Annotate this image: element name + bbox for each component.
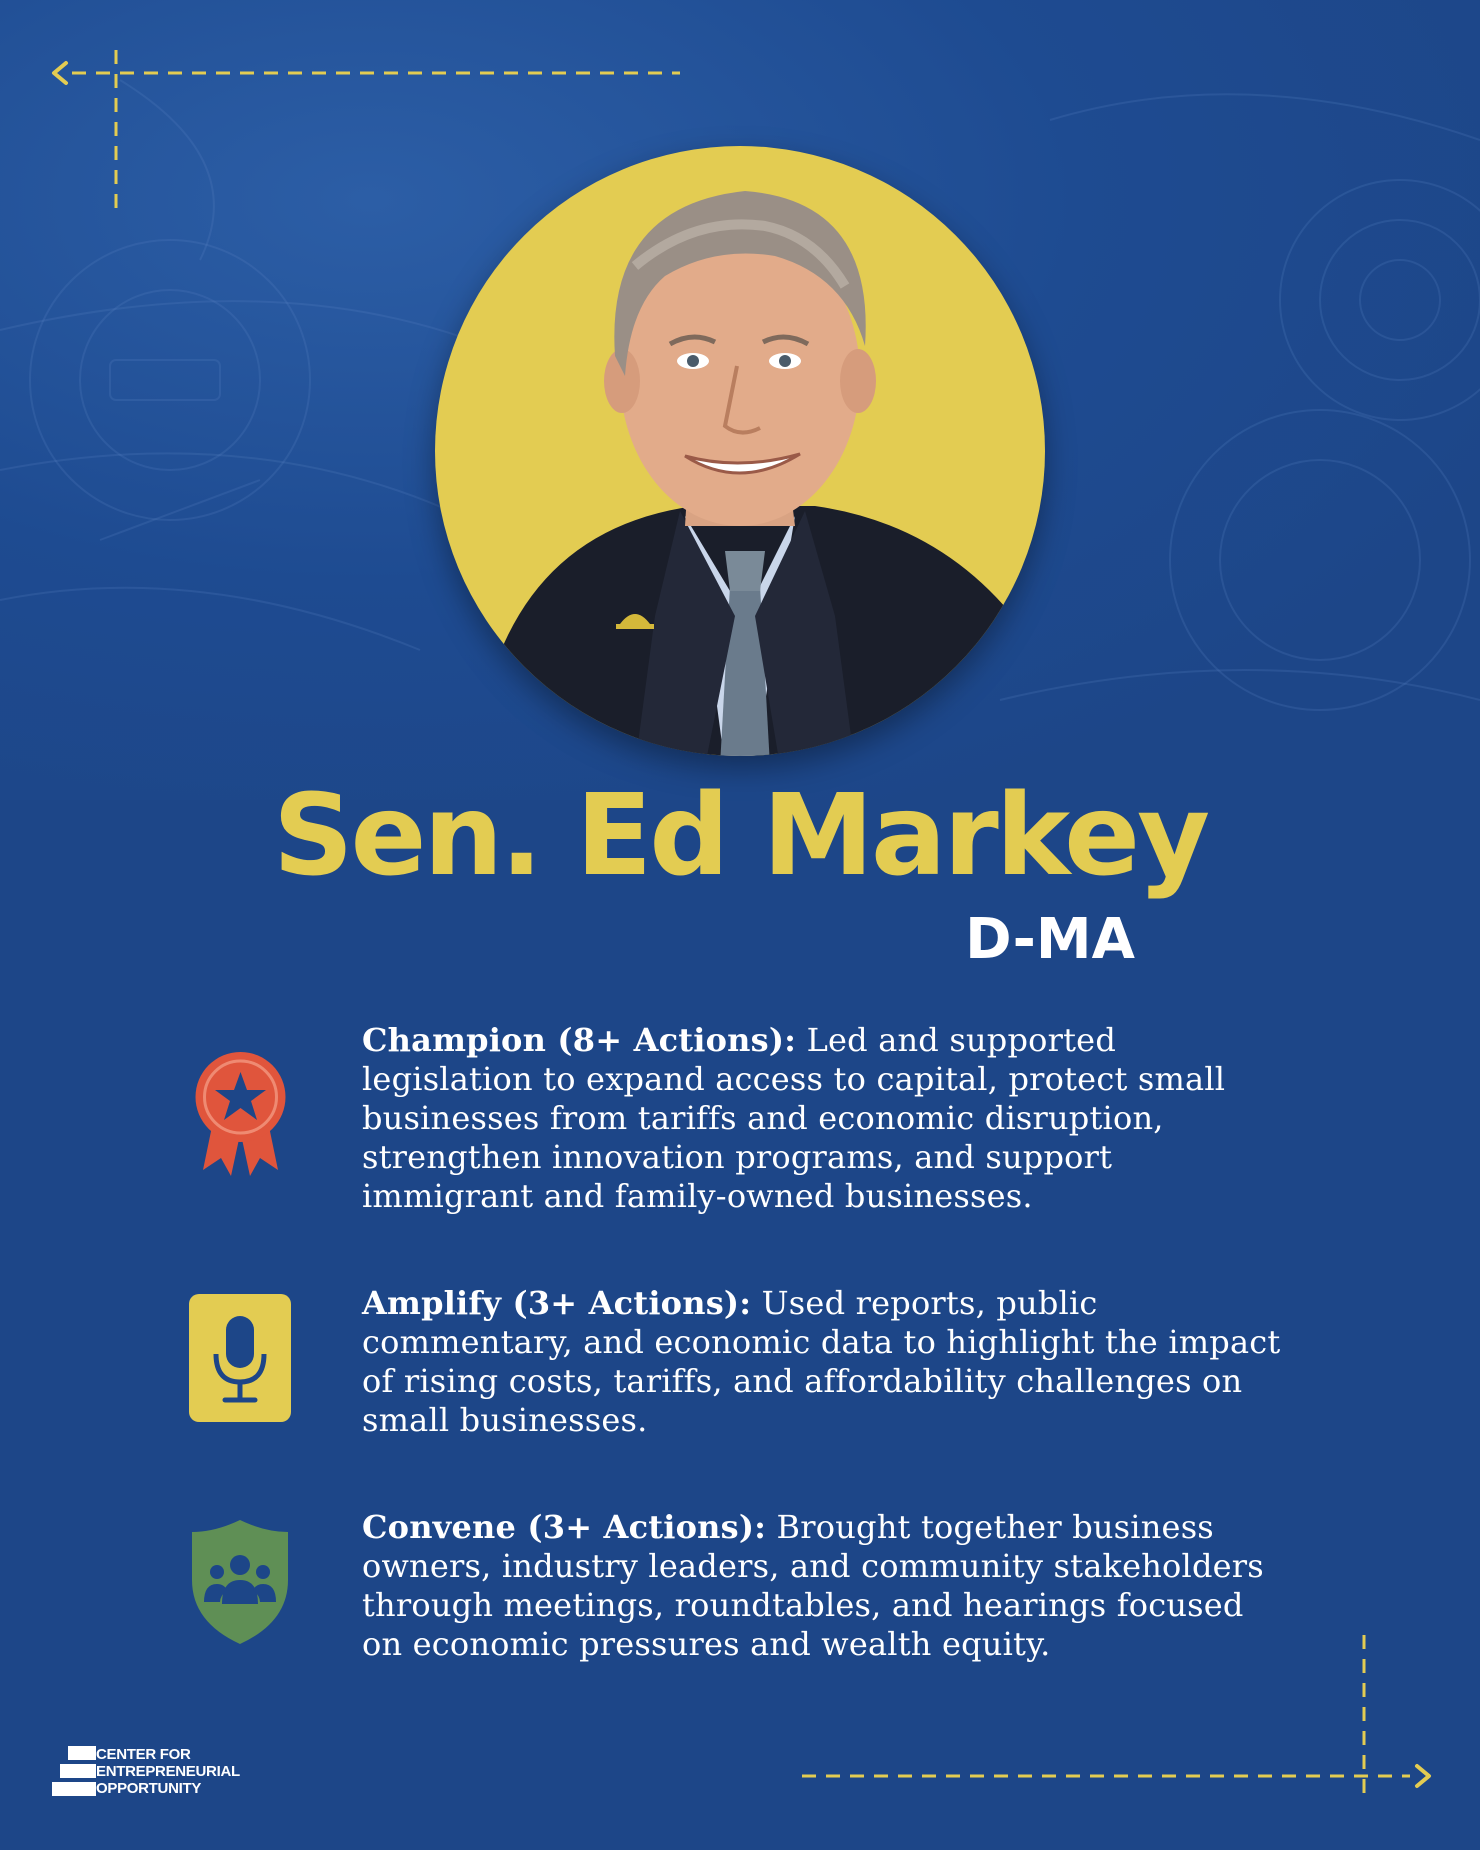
logo-line-1: CENTER FOR (96, 1746, 191, 1763)
award-ribbon-icon (193, 1050, 288, 1180)
logo-text (96, 1746, 240, 1797)
convene-title: Convene (3+ Actions): (362, 1508, 767, 1546)
organization-logo (52, 1744, 272, 1800)
amplify-description (362, 1284, 1292, 1440)
champion-description (362, 1021, 1292, 1216)
senator-portrait (435, 146, 1045, 756)
microphone-icon (189, 1294, 291, 1422)
champion-body: Led and supported legislation to expand access to capital, protect small businesses from tariffs and economic disruption, strengthen innovation programs, and support immigrant and family-owned businesses. (362, 1021, 1226, 1215)
logo-line-2: ENTREPRENEURIAL (96, 1763, 240, 1780)
group-shield-icon (190, 1518, 290, 1646)
champion-title: Champion (8+ Actions): (362, 1021, 797, 1059)
convene-body: Brought together business owners, industry leaders, and community stakeholders through meetings, roundtables, and hearings focused on economic pressures and wealth equity. (362, 1508, 1264, 1663)
logo-line-3: OPPORTUNITY (96, 1780, 202, 1797)
senator-name: Sen. Ed Markey (272, 771, 1208, 901)
logo-bars-icon (52, 1746, 96, 1800)
convene-description (362, 1508, 1292, 1664)
party-state-label: D-MA (965, 907, 1135, 972)
amplify-title: Amplify (3+ Actions): (362, 1284, 752, 1322)
amplify-body: Used reports, public commentary, and economic data to highlight the impact of rising costs, tariffs, and affordability challenges on small businesses. (362, 1284, 1281, 1439)
